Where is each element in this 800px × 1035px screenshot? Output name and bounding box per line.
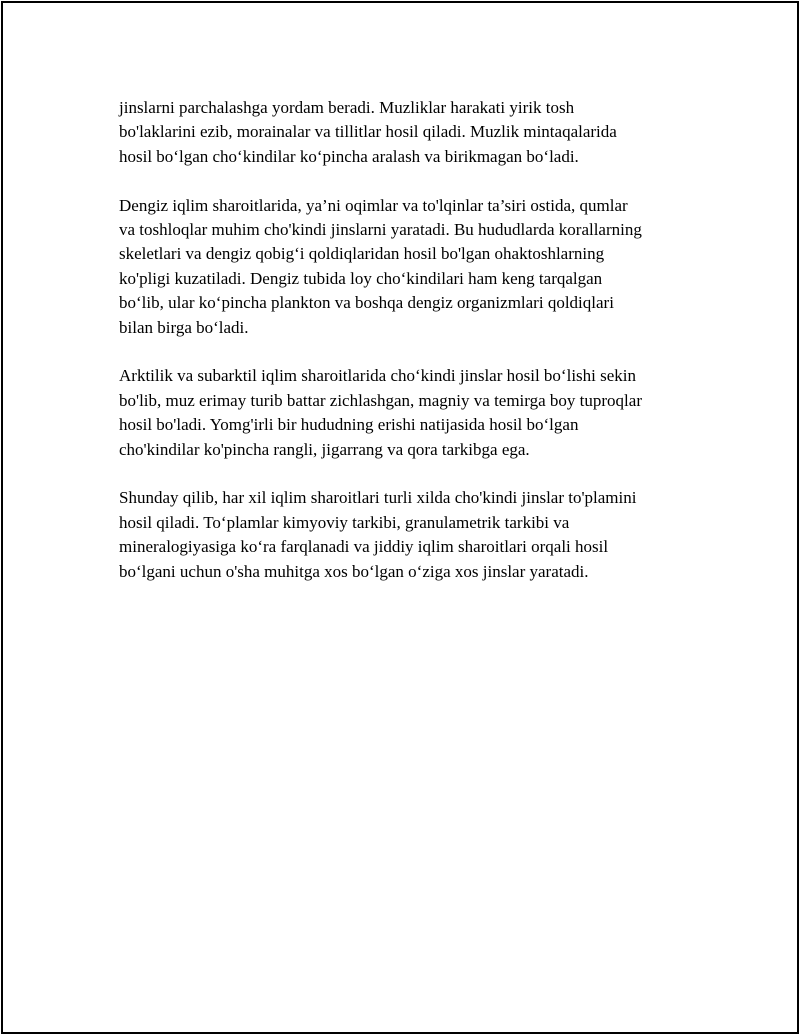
paragraph-arctic: Arktilik va subarktil iqlim sharoitlarida cho‘kindi jinslar hosil bo‘lishi sekin bo'lib, muz erimay turib battar zichlashgan, magniy va temirga boy tuproqlar hosil bo'ladi. Yomg'irli bir hududning erishi natijasida hosil bo‘lgan cho'kindilar ko'pincha rangli, jigarrang va qora tarkibga ega. bbox=[119, 366, 642, 459]
paragraph-conclusion: Shunday qilib, har xil iqlim sharoitlari turli xilda cho'kindi jinslar to'plamini hosil qiladi. To‘plamlar kimyoviy tarkibi, granulametrik tarkibi va mineralogiyasiga ko‘ra farqlanadi va jiddiy iqlim sharoitlari orqali hosil bo‘lgani uchun o'sha muhitga xos bo‘lgan o‘ziga xos jinslar yaratadi. bbox=[119, 488, 637, 581]
paragraph-glaciers: jinslarni parchalashga yordam beradi. Muzliklar harakati yirik tosh bo'laklarini ezib, morainalar va tillitlar hosil qiladi. Muzlik mintaqalarida hosil bo‘lgan cho‘kindilar ko‘pincha aralash va birikmagan bo‘ladi. bbox=[119, 98, 617, 166]
document-body bbox=[119, 96, 699, 608]
document-page bbox=[1, 1, 799, 1034]
paragraph-marine: Dengiz iqlim sharoitlarida, ya’ni oqimlar va to'lqinlar ta’siri ostida, qumlar va toshloqlar muhim cho'kindi jinslarni yaratadi. Bu hududlarda korallarning skeletlari va dengiz qobig‘i qoldiqlaridan hosil bo'lgan ohaktoshlarning ko'pligi kuzatiladi. Dengiz tubida loy cho‘kindilari ham keng tarqalgan bo‘lib, ular ko‘pincha plankton va boshqa dengiz organizmlari qoldiqlari bilan birga bo‘ladi. bbox=[119, 195, 642, 337]
